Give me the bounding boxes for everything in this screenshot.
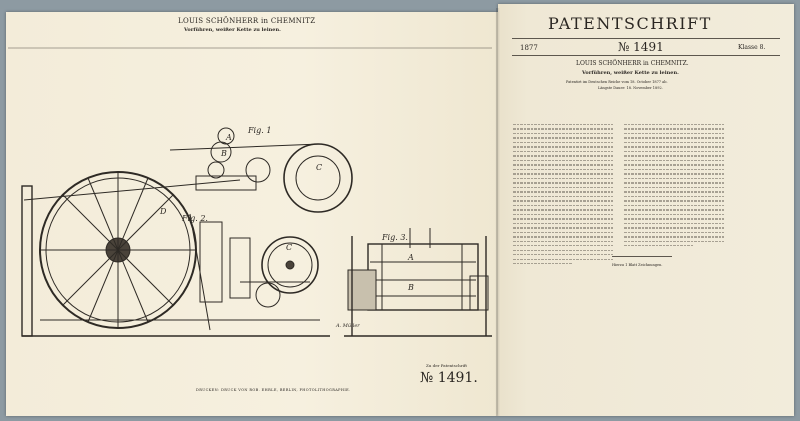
drawings-note: Hierzu 1 Blatt Zeichnungen. [612, 263, 663, 267]
patent-year: 1877 [520, 44, 538, 52]
svg-text:B: B [221, 149, 227, 158]
svg-text:C: C [316, 163, 323, 172]
printer-line: DRUCKEN: DRUCK VON ROB. EHRLE, BERLIN, PHOTOLITHOGRAPHIE. [196, 388, 351, 392]
draftsman-signature: A. Müller [336, 323, 360, 329]
fig2-label: Fig. 2. [182, 214, 208, 223]
large-wheel-drawing [40, 172, 196, 328]
page-title: PATENTSCHRIFT [548, 14, 712, 33]
svg-text:B: B [408, 283, 414, 292]
drawing-author: LOUIS SCHÖNHERR in CHEMNITZ [178, 17, 316, 25]
svg-text:A: A [408, 253, 414, 262]
patent-duration: Längste Dauer: 18. November 1892. [598, 86, 663, 90]
title-rule-bottom [512, 55, 780, 56]
machine-frame [22, 180, 330, 336]
patent-validity: Patentirt im Deutschen Reiche vom 18. October 1877 ab. [566, 80, 668, 84]
text-subtitle: Vorführen, weißer Kette zu leinen. [582, 70, 679, 76]
svg-text:A: A [226, 133, 232, 142]
text-author: LOUIS SCHÖNHERR in CHEMNITZ. [576, 60, 689, 67]
fig1-label: Fig. 1 [248, 126, 272, 135]
fig3-drawing [344, 228, 492, 336]
svg-text:C: C [286, 243, 293, 252]
patent-number: № 1491 [618, 40, 664, 54]
reference-label: Zu der Patentschrift [426, 363, 467, 368]
fig3-label: Fig. 3. [382, 233, 408, 242]
fig1-drawing [170, 128, 352, 212]
text-column-1 [513, 124, 613, 268]
svg-text:D: D [160, 207, 167, 216]
reference-number: № 1491. [420, 370, 478, 386]
drawing-subtitle: Vorführen, weißer Kette zu leinen. [184, 27, 281, 33]
blatt-rule [612, 256, 672, 257]
title-rule-top [512, 38, 780, 39]
roller-c-drawing [240, 237, 318, 307]
text-column-2 [624, 124, 724, 250]
patent-class: Klasse 8. [738, 44, 766, 51]
